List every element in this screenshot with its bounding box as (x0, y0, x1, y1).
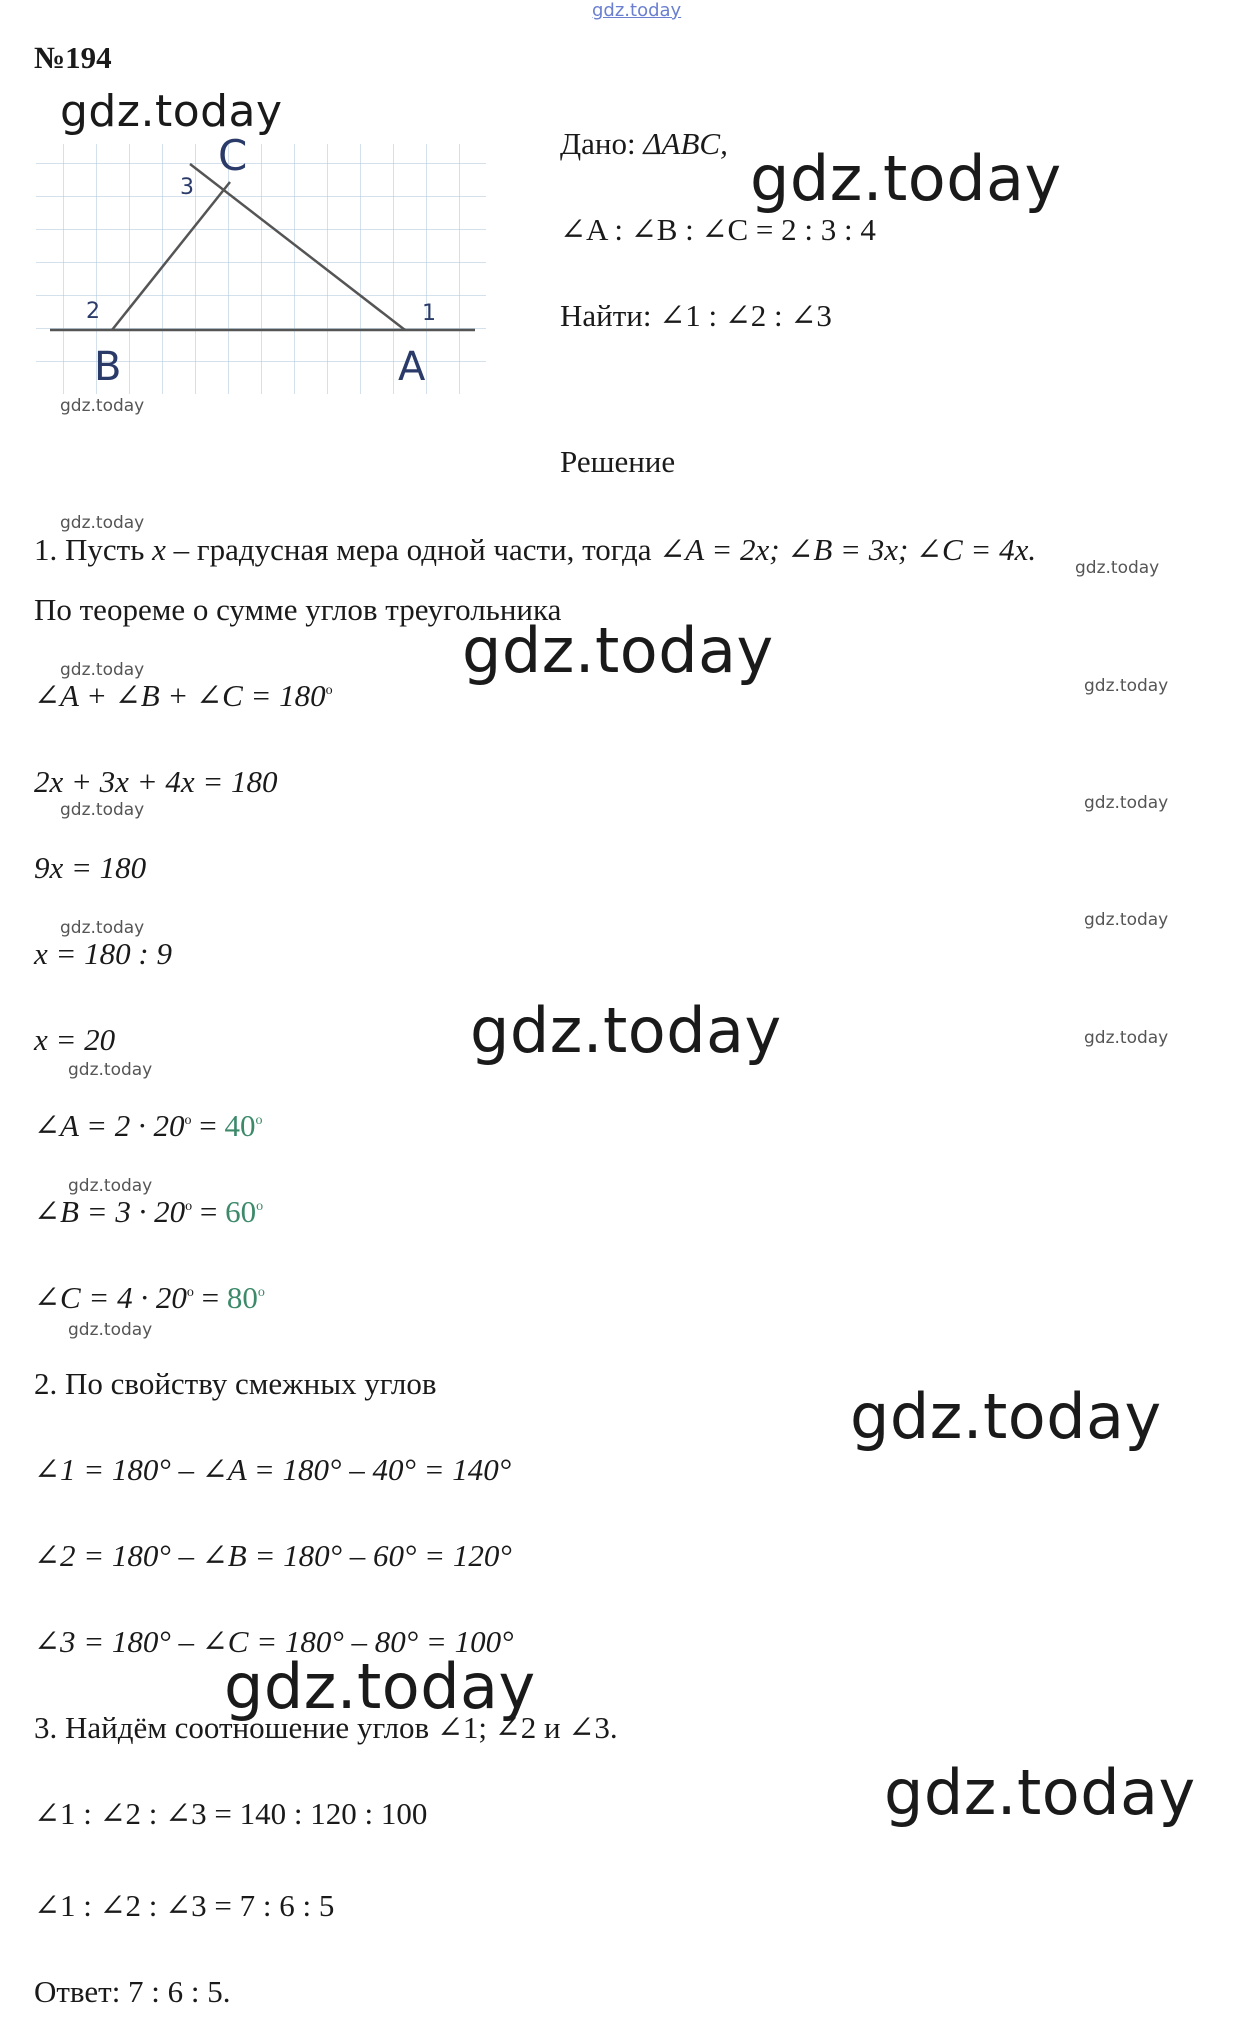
angle-c-eq: = (193, 1280, 227, 1315)
watermark-big: gdz.today (750, 142, 1062, 215)
watermark-small: gdz.today (1084, 676, 1169, 696)
watermark-small: gdz.today (60, 918, 145, 938)
eq-4-text: x = 180 : 9 (34, 936, 173, 971)
watermark-big: gdz.today (462, 614, 774, 687)
watermark-big: gdz.today (884, 1756, 1196, 1829)
triangle-figure (30, 130, 500, 410)
watermark-top[interactable]: gdz.today (592, 0, 682, 21)
watermark-small: gdz.today (68, 1060, 153, 1080)
step1-exprs: ∠A = 2x; ∠B = 3x; ∠C = 4x. (659, 532, 1037, 567)
eq-3 (34, 850, 146, 886)
angle-a-line (34, 1108, 263, 1144)
ratio2-line: ∠1 : ∠2 : ∠3 = 7 : 6 : 5 (34, 1888, 335, 1923)
theorem-line: По теореме о сумме углов треугольника (34, 592, 562, 627)
watermark-small: gdz.today (60, 660, 145, 680)
angle-a-result: 40 (224, 1108, 256, 1143)
watermark-figure: gdz.today (60, 86, 283, 137)
watermark-small: gdz.today (1084, 793, 1169, 813)
solution-heading: Решение (560, 444, 676, 479)
watermark-small: gdz.today (1084, 910, 1169, 930)
eq-3-text: 9x = 180 (34, 850, 147, 885)
vertex-c-label: C (218, 131, 248, 180)
find-expr: ∠1 : ∠2 : ∠3 (659, 298, 832, 333)
step1-line (34, 532, 1036, 568)
degree-mark: o (255, 1113, 263, 1128)
ext3-text: ∠3 = 180° – ∠C = 180° – 80° = 100° (34, 1624, 514, 1659)
watermark-small: gdz.today (60, 800, 145, 820)
angle-c-result: 80 (226, 1280, 258, 1315)
degree-mark: o (256, 1199, 264, 1214)
step1-mid: – градусная мера одной части, тогда (165, 532, 660, 567)
find-line (560, 298, 832, 334)
angle-b-eq: = (192, 1194, 226, 1229)
watermark-small: gdz.today (68, 1176, 153, 1196)
watermark-small: gdz.today (60, 396, 145, 416)
angle-b-expr: ∠B = 3 · 20 (34, 1194, 186, 1229)
angle-a-expr: ∠A = 2 · 20 (34, 1108, 185, 1143)
ext1-line (34, 1452, 511, 1488)
eq-sum-angles-text: ∠A + ∠B + ∠C = 180 (34, 678, 326, 713)
ext1-text: ∠1 = 180° – ∠A = 180° – 40° = 140° (34, 1452, 512, 1487)
watermark-big: gdz.today (850, 1380, 1162, 1453)
angle-3-label: 3 (180, 175, 194, 200)
eq-2-text: 2x + 3x + 4x = 180 (34, 764, 278, 799)
find-label: Найти: (560, 298, 652, 333)
given-ratio: ∠A : ∠B : ∠C = 2 : 3 : 4 (560, 212, 876, 247)
degree-mark: o (184, 1113, 192, 1128)
watermark-big: gdz.today (224, 1650, 536, 1723)
step1-var: x (152, 532, 166, 567)
angle-c-line (34, 1280, 265, 1316)
given-line (560, 126, 728, 162)
watermark-small: gdz.today (1084, 1028, 1169, 1048)
problem-number: №194 (34, 40, 112, 75)
vertex-b-label: B (94, 344, 122, 390)
eq-sum-angles (34, 678, 333, 714)
eq-4 (34, 936, 172, 972)
watermark-small: gdz.today (60, 513, 145, 533)
degree-mark: o (325, 683, 333, 698)
degree-mark: o (185, 1199, 193, 1214)
given-triangle: ΔABC, (643, 126, 728, 161)
step1-prefix: 1. Пусть (34, 532, 153, 567)
eq-2 (34, 764, 278, 800)
angle-c-expr: ∠C = 4 · 20 (34, 1280, 187, 1315)
step2-line: 2. По свойству смежных углов (34, 1366, 437, 1401)
answer-line: Ответ: 7 : 6 : 5. (34, 1974, 231, 2009)
angle-2-label: 2 (86, 299, 100, 324)
watermark-small: gdz.today (68, 1320, 153, 1340)
degree-mark: o (257, 1285, 265, 1300)
eq-5 (34, 1022, 115, 1058)
degree-mark: o (186, 1285, 194, 1300)
angle-b-line (34, 1194, 263, 1230)
ext2-text: ∠2 = 180° – ∠B = 180° – 60° = 120° (34, 1538, 512, 1573)
angle-a-eq: = (191, 1108, 225, 1143)
angle-b-result: 60 (225, 1194, 257, 1229)
ratio1-line: ∠1 : ∠2 : ∠3 = 140 : 120 : 100 (34, 1796, 428, 1831)
vertex-a-label: A (398, 344, 426, 390)
eq-5-text: x = 20 (34, 1022, 116, 1057)
watermark-big: gdz.today (470, 994, 782, 1067)
ext2-line (34, 1538, 512, 1574)
given-label: Дано: (560, 126, 636, 161)
step3-line: 3. Найдём соотношение углов ∠1; ∠2 и ∠3. (34, 1710, 618, 1745)
watermark-small: gdz.today (1075, 558, 1160, 578)
angle-1-label: 1 (422, 301, 436, 326)
